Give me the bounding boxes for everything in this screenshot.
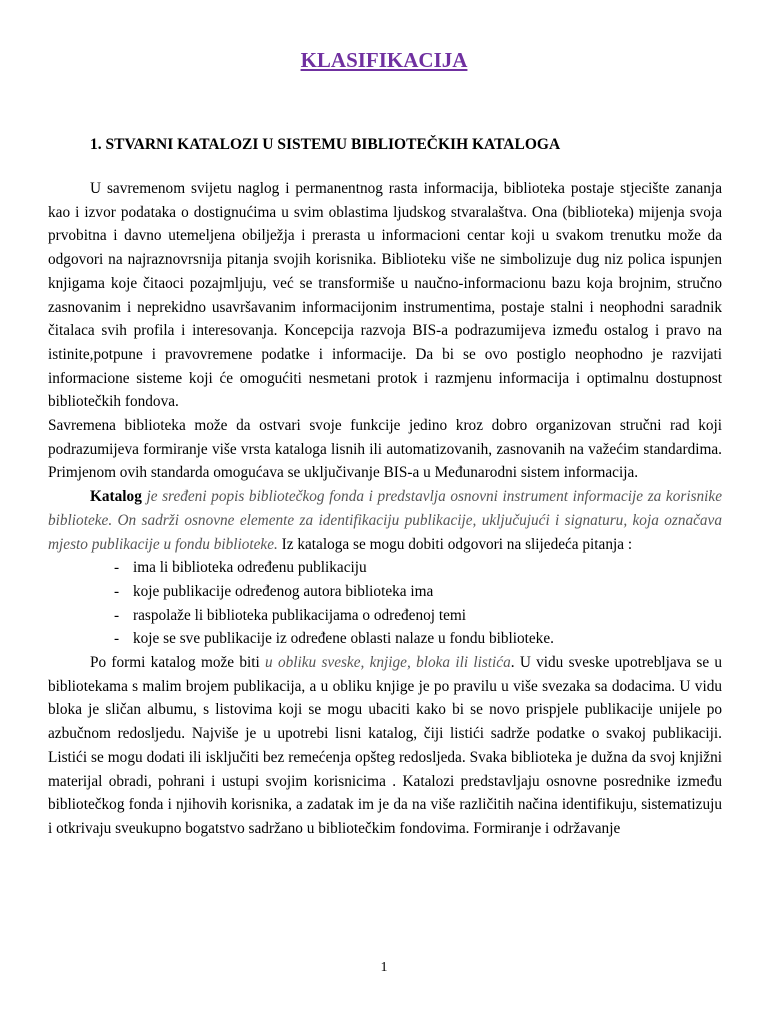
paragraph-intro: U savremenom svijetu naglog i permanentnog rasta informacija, biblioteka postaje stjecište zananja kao i izvor podataka o dostignućima u svim oblastima ljudskog stvaralaštva. Ona (biblioteka) mijenja svoja prvobitna i davno utemeljena obilježja i prerasta u informacioni centar koji u svakom trenutku može da odgovori na najraznovrsnija pitanja svojih korisnika. Biblioteku više ne simbolizuje dug niz polica ispunjen knjigama koje čitaoci pozajmljuju, već se transformiše u naučno-informacionu bazu koja brojnim, stručno zasnovanim i neprekidno usavršavanim informacijonim instrumentima, postaje stalni i neophodni saradnik čitalaca svih profila i interesovanja. Koncepcija razvoja BIS-a podrazumijeva između ostalog i pravo na istinite,potpune i pravovremene podatke i informacije. Da bi se ovo postiglo neophodno je razvijati informacione sisteme koji će omogućiti nesmetani protok i razmjenu informacija i optimalnu dostupnost bibliotečkih fondova.: [48, 180, 722, 411]
list-dash: -: [114, 630, 120, 648]
section-heading: 1. STVARNI KATALOZI U SISTEMU BIBLIOTEČKIH KATALOGA: [90, 136, 561, 153]
catalog-forms-rest: . U vidu sveske upotrebljava se u bibliotekama s malim brojem publikacija, a u obliku knjige je po pravilu u više svezaka sa dodacima. U vidu bloka je sličan albumu, s listovima koji se mogu ubaciti kako bi se novo prispjele publikacije unijele po azbučnom redosljedu. Najviše je u upotrebi lisni katalog, čiji listići sadrže podatke o svakoj publikaciji. Listići se mogu dodati ili isključiti bez remećenja opšteg redosljeda. Svaka biblioteka je dužna da svoj knjižni materijal obradi, pohrani i ustupi svojim korisnicima . Katalozi predstavljaju osnovne posrednike između bibliotečkog fonda i njihovih korisnika, a zadatak im je da na više različitih načina identifikuju, sistematizuju i otkrivaju sveukupno bogatstvo sadržano u bibliotečkim fondovima. Formiranje i održavanje: [48, 654, 723, 837]
paragraph-catalog-definition: [48, 485, 722, 556]
catalog-definition-italic: je sređeni popis bibliotečkog fonda i predstavlja osnovni instrument informacije za korisnike biblioteke. On sadrži osnovne elemente za identifikaciju publikacije, uključujući i signaturu, koja označava mjesto publikacije u fondu biblioteke.: [48, 488, 722, 553]
term-katalog: Katalog: [90, 488, 142, 506]
page-number: 1: [380, 960, 388, 975]
catalog-forms-italic: u obliku sveske, knjige, bloka ili listića: [265, 654, 511, 672]
paragraph-standards: Savremena biblioteka može da ostvari svoje funkcije jedino kroz dobro organizovan stručni rad koji podrazumijeva formiranje više vrsta kataloga lisnih ili automatizovanih, zasnovanih na važećim standardima. Primjenom ovih standarda omogućava se uključivanje BIS-a u Međunarodni sistem informacija.: [48, 417, 722, 482]
questions-list: [48, 556, 722, 651]
list-dash: -: [114, 582, 120, 600]
catalog-definition-rest: Iz kataloga se mogu dobiti odgovori na slijedeća pitanja :: [277, 535, 633, 553]
list-item: [48, 580, 722, 604]
list-item-text: koje publikacije određenog autora biblioteka ima: [133, 582, 434, 600]
paragraph-catalog-forms: [48, 651, 722, 841]
list-item: [48, 627, 722, 651]
list-item-text: ima li biblioteka određenu publikaciju: [133, 559, 367, 577]
body-text: [48, 177, 722, 841]
list-dash: -: [114, 606, 120, 624]
list-item-text: raspolaže li biblioteka publikacijama o određenoj temi: [133, 606, 467, 624]
list-item: [48, 556, 722, 580]
catalog-forms-start: Po formi katalog može biti: [90, 654, 266, 672]
list-item: [48, 604, 722, 628]
list-item-text: koje se sve publikacije iz određene oblasti nalaze u fondu biblioteke.: [133, 630, 554, 648]
list-dash: -: [114, 559, 120, 577]
document-title: KLASIFIKACIJA: [300, 48, 468, 72]
